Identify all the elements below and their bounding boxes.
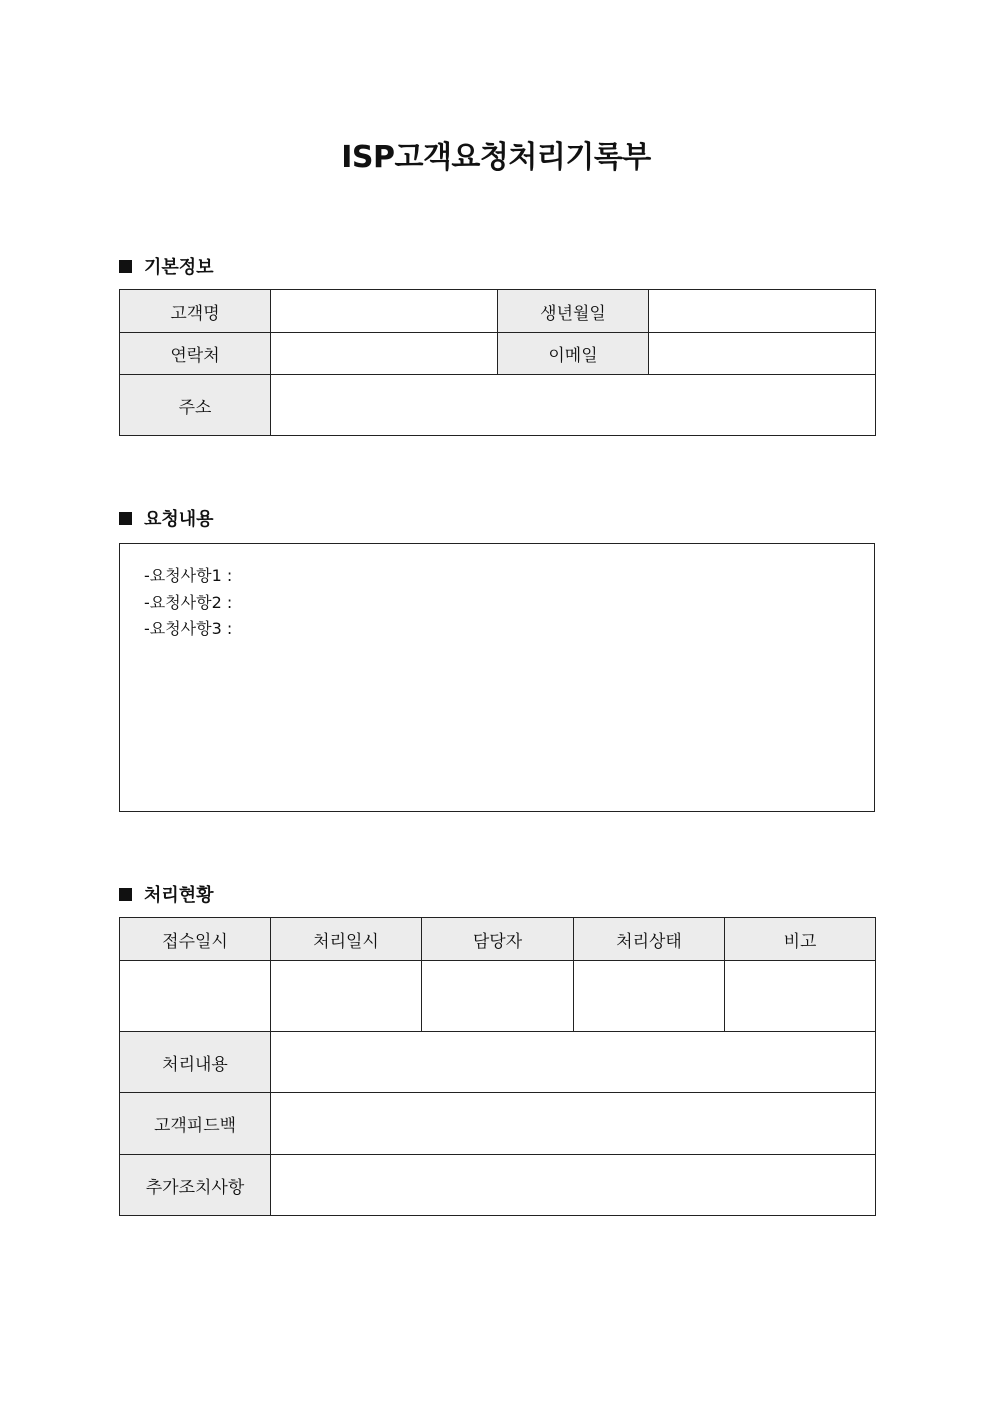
section-heading-label: 기본정보 — [144, 257, 214, 278]
email-label: 이메일 — [498, 333, 649, 375]
column-header-assignee: 담당자 — [422, 918, 574, 961]
square-bullet-icon — [119, 888, 132, 901]
processing-content-field[interactable] — [271, 1032, 876, 1093]
request-item-2: -요청사항2 : — [144, 592, 233, 612]
status-field[interactable] — [574, 961, 725, 1032]
section-heading-processing — [119, 881, 214, 907]
email-field[interactable] — [649, 333, 876, 375]
additional-actions-label: 추가조치사항 — [120, 1155, 271, 1216]
basic-info-table — [119, 289, 876, 436]
assignee-field[interactable] — [422, 961, 574, 1032]
request-item-3: -요청사항3 : — [144, 619, 233, 638]
customer-feedback-label: 고객피드백 — [120, 1093, 271, 1155]
square-bullet-icon — [119, 260, 132, 273]
column-header-processed-at: 처리일시 — [271, 918, 422, 961]
section-heading-label: 처리현황 — [144, 885, 214, 906]
birth-date-label: 생년월일 — [498, 290, 649, 333]
customer-name-label: 고객명 — [120, 290, 271, 333]
request-content-box[interactable] — [119, 543, 875, 812]
processing-content-label: 처리내용 — [120, 1032, 271, 1093]
contact-label: 연락처 — [120, 333, 271, 375]
section-heading-label: 요청내용 — [144, 509, 214, 530]
column-header-status: 처리상태 — [574, 918, 725, 961]
address-field[interactable] — [271, 375, 876, 436]
additional-actions-field[interactable] — [271, 1155, 876, 1216]
request-item-1: -요청사항1 : — [144, 566, 233, 585]
address-label: 주소 — [120, 375, 271, 436]
processing-table — [119, 917, 876, 1216]
column-header-remarks: 비고 — [725, 918, 876, 961]
processed-at-field[interactable] — [271, 961, 422, 1032]
birth-date-field[interactable] — [649, 290, 876, 333]
square-bullet-icon — [119, 512, 132, 525]
remarks-field[interactable] — [725, 961, 876, 1032]
customer-feedback-field[interactable] — [271, 1093, 876, 1155]
request-items-list — [144, 563, 232, 643]
column-header-received-at: 접수일시 — [120, 918, 271, 961]
contact-field[interactable] — [271, 333, 498, 375]
customer-name-field[interactable] — [271, 290, 498, 333]
section-heading-request — [119, 505, 214, 531]
section-heading-basic-info — [119, 253, 214, 279]
document-title: ISP고객요청처리기록부 — [341, 140, 651, 175]
received-at-field[interactable] — [120, 961, 271, 1032]
